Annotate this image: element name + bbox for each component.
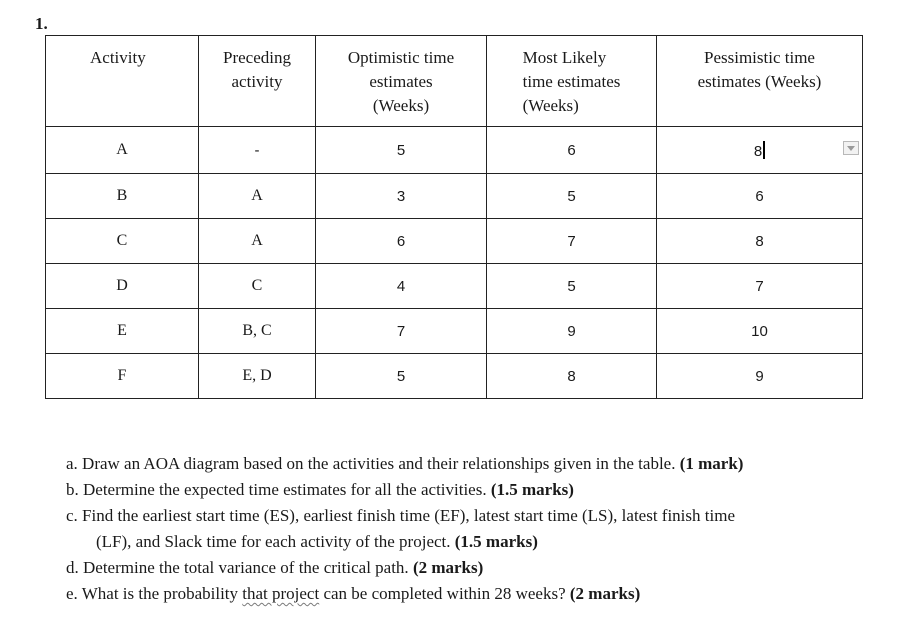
- cell-pessimistic: 6: [657, 174, 863, 219]
- activity-time-table: [45, 35, 863, 399]
- header-most-likely-time: Most Likely time estimates (Weeks): [487, 36, 657, 127]
- cell-preceding: E, D: [199, 354, 316, 399]
- cell-pessimistic: 7: [657, 264, 863, 309]
- cell-preceding: A: [199, 174, 316, 219]
- cell-most-likely: 5: [487, 174, 657, 219]
- cell-optimistic: 4: [316, 264, 487, 309]
- spellcheck-underline: that project: [242, 584, 320, 603]
- cell-pessimistic: 9: [657, 354, 863, 399]
- table-row: [46, 354, 863, 399]
- cell-preceding: B, C: [199, 309, 316, 354]
- cell-activity: E: [46, 309, 199, 354]
- header-activity: Activity: [46, 36, 199, 127]
- cell-activity: F: [46, 354, 199, 399]
- question-list: [66, 451, 743, 607]
- question-e: e. What is the probability that project can be completed within 28 weeks? (2 marks): [66, 584, 641, 603]
- cell-pessimistic: 8: [657, 219, 863, 264]
- cell-preceding: -: [199, 127, 316, 174]
- header-preceding-activity: Preceding activity: [199, 36, 316, 127]
- cell-most-likely: 5: [487, 264, 657, 309]
- cell-preceding: C: [199, 264, 316, 309]
- cell-pessimistic: 10: [657, 309, 863, 354]
- header-pessimistic-time: Pessimistic time estimates (Weeks): [657, 36, 863, 127]
- table-row: [46, 127, 863, 174]
- cell-most-likely: 6: [487, 127, 657, 174]
- cell-activity: D: [46, 264, 199, 309]
- cell-optimistic: 5: [316, 127, 487, 174]
- cell-optimistic: 3: [316, 174, 487, 219]
- table-row: [46, 174, 863, 219]
- cell-optimistic: 6: [316, 219, 487, 264]
- cell-activity: A: [46, 127, 199, 174]
- table-header-row: [46, 36, 863, 127]
- question-number: 1.: [35, 14, 48, 33]
- question-c-continued: (LF), and Slack time for each activity of the project. (1.5 marks): [96, 532, 538, 551]
- cell-most-likely: 9: [487, 309, 657, 354]
- table-row: [46, 264, 863, 309]
- table-row: [46, 219, 863, 264]
- cell-pessimistic[interactable]: 8: [753, 142, 763, 160]
- cell-optimistic: 5: [316, 354, 487, 399]
- question-c: c. Find the earliest start time (ES), earliest finish time (EF), latest start time (LS), latest finish time: [66, 506, 735, 525]
- cell-activity: C: [46, 219, 199, 264]
- table-row: [46, 309, 863, 354]
- cell-most-likely: 7: [487, 219, 657, 264]
- text-cursor: [763, 141, 765, 159]
- dropdown-arrow-icon[interactable]: [843, 141, 859, 155]
- cell-pessimistic-editing[interactable]: [657, 127, 863, 174]
- header-optimistic-time: Optimistic time estimates (Weeks): [316, 36, 487, 127]
- cell-optimistic: 7: [316, 309, 487, 354]
- cell-preceding: A: [199, 219, 316, 264]
- question-d: d. Determine the total variance of the critical path. (2 marks): [66, 558, 484, 577]
- question-b: b. Determine the expected time estimates for all the activities. (1.5 marks): [66, 480, 574, 499]
- question-a: a. Draw an AOA diagram based on the activities and their relationships given in the table. (1 mark): [66, 454, 744, 473]
- cell-activity: B: [46, 174, 199, 219]
- cell-most-likely: 8: [487, 354, 657, 399]
